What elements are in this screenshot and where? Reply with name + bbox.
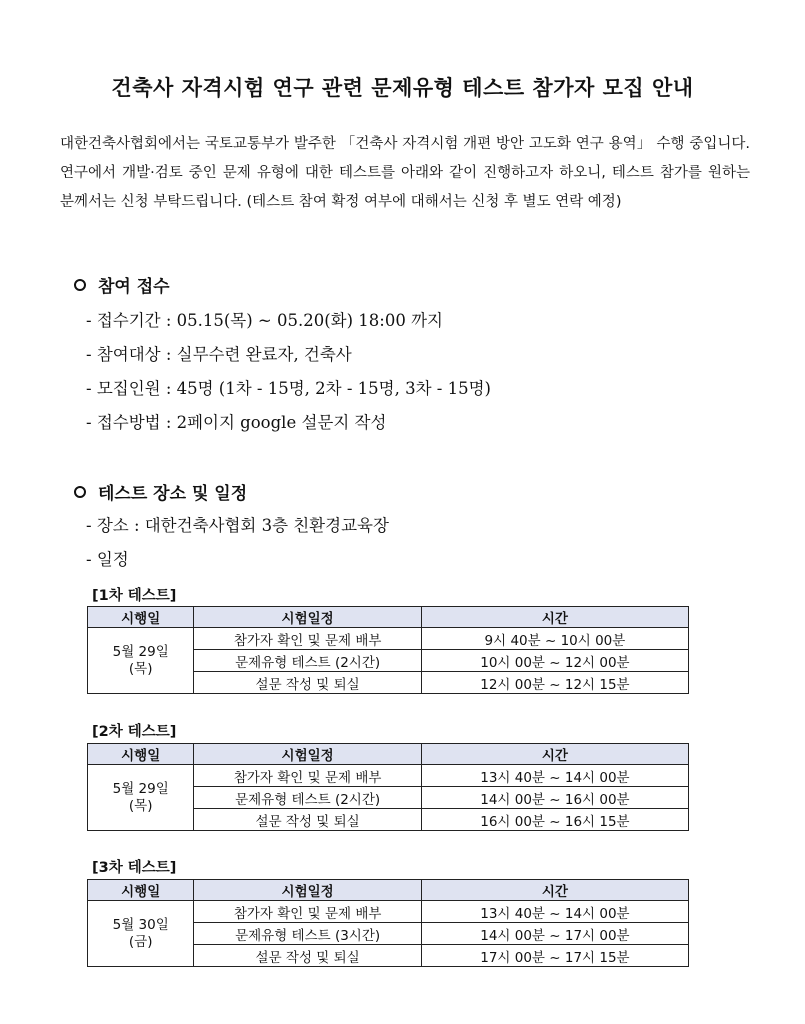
test-date: 5월 29일 [112,643,169,660]
table-header-row [88,744,689,765]
column-header: 시간 [421,744,688,765]
schedule-time: 16시 00분 ~ 16시 15분 [421,809,688,831]
schedule-time: 13시 40분 ~ 14시 00분 [421,765,688,787]
test-date: 5월 30일 [112,916,169,933]
test-weekday: (목) [128,797,153,814]
column-header: 시험일정 [194,744,421,765]
schedule-time: 14시 00분 ~ 17시 00분 [421,923,688,945]
intro-paragraph: 대한건축사협회에서는 국토교통부가 발주한 「건축사 자격시험 개편 방안 고도화 연구 용역」 수행 중입니다. 연구에서 개발·검토 중인 문제 유형에 대한 테스트를 아래와 같이 진행하고자 하오니, 테스트 참가를 원하는 분께서는 신청 부탁드립니다. (테스트 참여 확정 여부에 대해서는 신청 후 별도 연락 예정) [60,136,750,210]
column-header: 시행일 [88,744,194,765]
test-weekday: (금) [128,933,153,950]
test-3-label: [3차 테스트] [92,860,177,876]
eligible-participants: - 참여대상 : 실무수련 완료자, 건축사 [86,345,352,364]
test-date-cell [88,765,194,831]
registration-method: - 접수방법 : 2페이지 google 설문지 작성 [86,413,387,432]
test-2-label: [2차 테스트] [92,724,177,740]
table-row [88,628,689,650]
registration-period: - 접수기간 : 05.15(목) ~ 05.20(화) 18:00 까지 [86,311,443,330]
section-heading-label: 테스트 장소 및 일정 [98,484,248,504]
schedule-item: 참가자 확인 및 문제 배부 [194,901,421,923]
test-date-cell [88,901,194,967]
schedule-item: 문제유형 테스트 (2시간) [194,650,421,672]
schedule-item: 참가자 확인 및 문제 배부 [194,628,421,650]
test-2-table [87,743,689,831]
column-header: 시간 [421,880,688,901]
schedule-item: 설문 작성 및 퇴실 [194,945,421,967]
recruit-count: - 모집인원 : 45명 (1차 - 15명, 2차 - 15명, 3차 - 15명) [86,379,491,398]
circle-bullet-icon [74,486,86,498]
schedule-time: 9시 40분 ~ 10시 00분 [421,628,688,650]
table-header-row [88,607,689,628]
schedule-label: - 일정 [86,550,129,569]
column-header: 시행일 [88,607,194,628]
column-header: 시험일정 [194,880,421,901]
test-weekday: (목) [128,660,153,677]
schedule-time: 10시 00분 ~ 12시 00분 [421,650,688,672]
test-3-table [87,879,689,967]
table-header-row [88,880,689,901]
table-row [88,901,689,923]
test-place: - 장소 : 대한건축사협회 3층 친환경교육장 [86,516,389,535]
schedule-time: 14시 00분 ~ 16시 00분 [421,787,688,809]
section-heading-label: 참여 접수 [98,277,170,297]
column-header: 시험일정 [194,607,421,628]
schedule-item: 참가자 확인 및 문제 배부 [194,765,421,787]
schedule-time: 17시 00분 ~ 17시 15분 [421,945,688,967]
test-date-cell [88,628,194,694]
column-header: 시행일 [88,880,194,901]
schedule-item: 문제유형 테스트 (3시간) [194,923,421,945]
test-1-table [87,606,689,694]
schedule-time: 13시 40분 ~ 14시 00분 [421,901,688,923]
column-header: 시간 [421,607,688,628]
circle-bullet-icon [74,279,86,291]
page-title: 건축사 자격시험 연구 관련 문제유형 테스트 참가자 모집 안내 [111,76,694,100]
schedule-item: 문제유형 테스트 (2시간) [194,787,421,809]
schedule-time: 12시 00분 ~ 12시 15분 [421,672,688,694]
test-1-label: [1차 테스트] [92,588,177,604]
section-heading-registration [74,272,170,297]
section-heading-place-schedule [74,479,247,504]
table-row [88,765,689,787]
test-date: 5월 29일 [112,780,169,797]
schedule-item: 설문 작성 및 퇴실 [194,809,421,831]
schedule-item: 설문 작성 및 퇴실 [194,672,421,694]
